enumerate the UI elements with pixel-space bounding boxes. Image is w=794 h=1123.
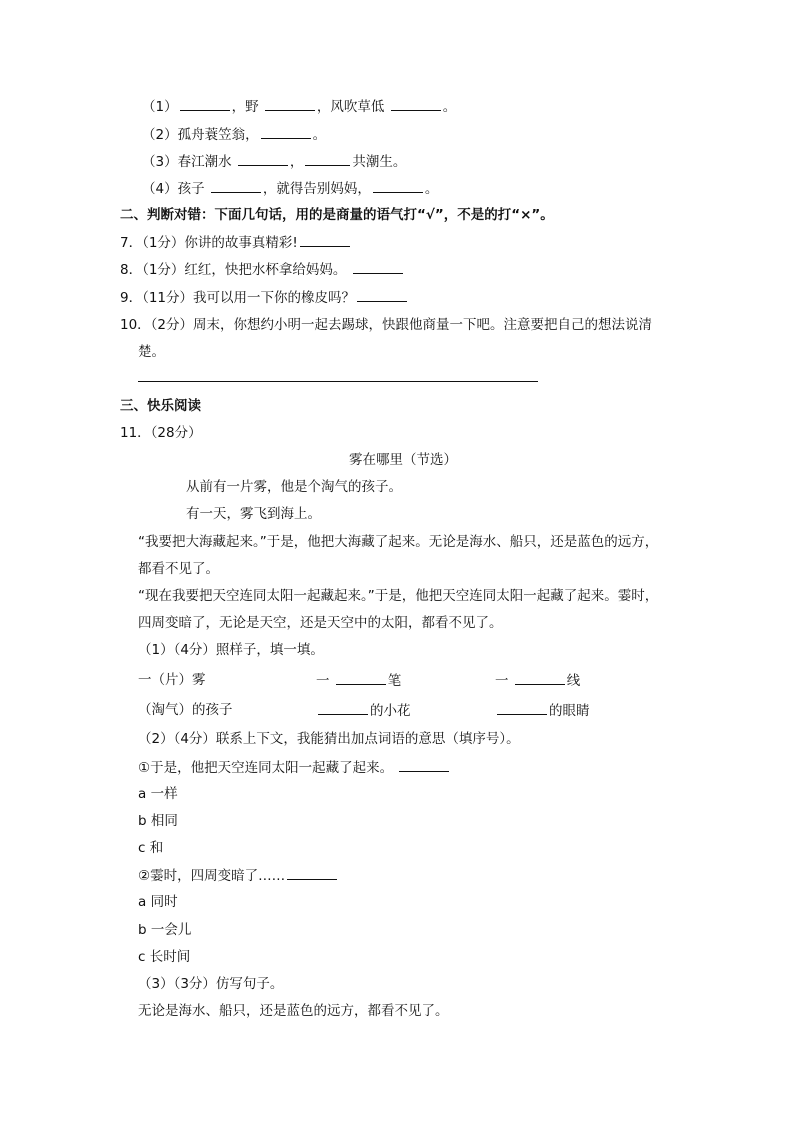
text: 。 xyxy=(442,99,457,115)
answer-blank[interactable] xyxy=(287,865,337,880)
question-10-cont: 楚。 xyxy=(138,344,165,360)
text: 孤舟蓑笠翁， xyxy=(177,127,259,143)
answer-blank[interactable] xyxy=(353,259,403,274)
text: ，野 xyxy=(231,99,259,115)
question-text: 9．（11分）我可以用一下你的橡皮吗？ xyxy=(120,290,356,306)
item-number: （1） xyxy=(142,99,178,115)
fill-in-3 xyxy=(142,151,406,172)
answer-blank[interactable] xyxy=(305,151,350,166)
text: ，就得告别妈妈， xyxy=(262,181,371,197)
text: 的眼睛 xyxy=(549,703,590,719)
question-7 xyxy=(120,232,352,253)
fill-item xyxy=(495,670,580,691)
fill-in-1 xyxy=(142,96,456,117)
question-text: ②霎时，四周变暗了…… xyxy=(138,868,286,884)
option: b 相同 xyxy=(138,813,178,829)
passage-para-1: 从前有一片雾，他是个淘气的孩子。 xyxy=(186,479,402,495)
passage-para-2: 有一天，雾飞到海上。 xyxy=(186,506,321,522)
sub2-q2 xyxy=(138,865,339,886)
sub2-q1 xyxy=(138,757,451,778)
question-11: 11．（28分） xyxy=(120,425,202,441)
item-number: （4） xyxy=(142,181,178,197)
sub-question-2: （2）（4分）联系上下文，我能猜出加点词语的意思（填序号）。 xyxy=(138,731,520,747)
answer-line[interactable] xyxy=(138,381,538,382)
fill-in-2 xyxy=(142,124,326,145)
text: 线 xyxy=(566,673,581,689)
item-number: （2） xyxy=(142,127,178,143)
passage-para-3: “我要把大海藏起来。”于是，他把大海藏了起来。无论是海水、船只，还是蓝色的远方， xyxy=(138,534,659,550)
answer-blank[interactable] xyxy=(318,700,368,715)
passage-para-4-cont: 四周变暗了，无论是天空，还是天空中的太阳，都看不见了。 xyxy=(138,615,503,631)
text: 孩子 xyxy=(177,181,205,197)
answer-blank[interactable] xyxy=(265,96,315,111)
option: a 同时 xyxy=(138,894,178,910)
passage-para-4: “现在我要把天空连同太阳一起藏起来。”于是，他把天空连同太阳一起藏了起来。霎时， xyxy=(138,588,659,604)
fill-item xyxy=(316,700,411,721)
question-10: 10．（2分）周末，你想约小明一起去踢球，快跟他商量一下吧。注意要把自己的想法说清 xyxy=(120,317,653,333)
text: 春江潮水 xyxy=(177,154,232,170)
example-word: （淘气）的孩子 xyxy=(138,702,233,718)
passage-title: 雾在哪里（节选） xyxy=(349,452,457,468)
option: c 长时间 xyxy=(138,949,191,965)
text: 一 xyxy=(316,673,330,689)
question-8 xyxy=(120,259,405,280)
answer-blank[interactable] xyxy=(515,670,565,685)
question-text: ①于是，他把天空连同太阳一起藏了起来。 xyxy=(138,760,394,776)
sub-question-1: （1）（4分）照样子，填一填。 xyxy=(138,642,324,658)
answer-blank[interactable] xyxy=(336,670,386,685)
answer-blank[interactable] xyxy=(399,757,449,772)
fill-item xyxy=(495,700,590,721)
text: 笔 xyxy=(387,673,402,689)
text: 共潮生。 xyxy=(352,154,407,170)
text: ，风吹草低 xyxy=(316,99,385,115)
option: c 和 xyxy=(138,840,164,856)
answer-blank[interactable] xyxy=(373,178,423,193)
fill-item xyxy=(316,670,401,691)
answer-blank[interactable] xyxy=(300,232,350,247)
question-text: 7．（1分）你讲的故事真精彩! xyxy=(120,235,298,251)
passage-para-3-cont: 都看不见了。 xyxy=(138,561,219,577)
answer-blank[interactable] xyxy=(497,700,547,715)
answer-blank[interactable] xyxy=(180,96,230,111)
answer-blank[interactable] xyxy=(238,151,288,166)
answer-blank[interactable] xyxy=(391,96,441,111)
text: ， xyxy=(289,154,304,170)
item-number: （3） xyxy=(142,154,178,170)
option: b 一会儿 xyxy=(138,922,192,938)
question-text: 8．（1分）红红，快把水杯拿给妈妈。 xyxy=(120,262,347,278)
text: 。 xyxy=(312,127,327,143)
answer-blank[interactable] xyxy=(357,287,407,302)
answer-blank[interactable] xyxy=(261,124,311,139)
text: 一 xyxy=(495,673,509,689)
text: 。 xyxy=(424,181,439,197)
fill-in-4 xyxy=(142,178,438,199)
question-9 xyxy=(120,287,409,308)
option: a 一样 xyxy=(138,786,178,802)
sub-question-3: （3）（3分）仿写句子。 xyxy=(138,976,284,992)
example-word: 一（片）雾 xyxy=(138,672,206,688)
section-2-title: 二、判断对错：下面几句话，用的是商量的语气打“√”，不是的打“×”。 xyxy=(120,207,554,223)
text: 的小花 xyxy=(370,703,411,719)
answer-blank[interactable] xyxy=(211,178,261,193)
section-3-title: 三、快乐阅读 xyxy=(120,398,201,414)
example-sentence: 无论是海水、船只，还是蓝色的远方，都看不见了。 xyxy=(138,1003,449,1019)
